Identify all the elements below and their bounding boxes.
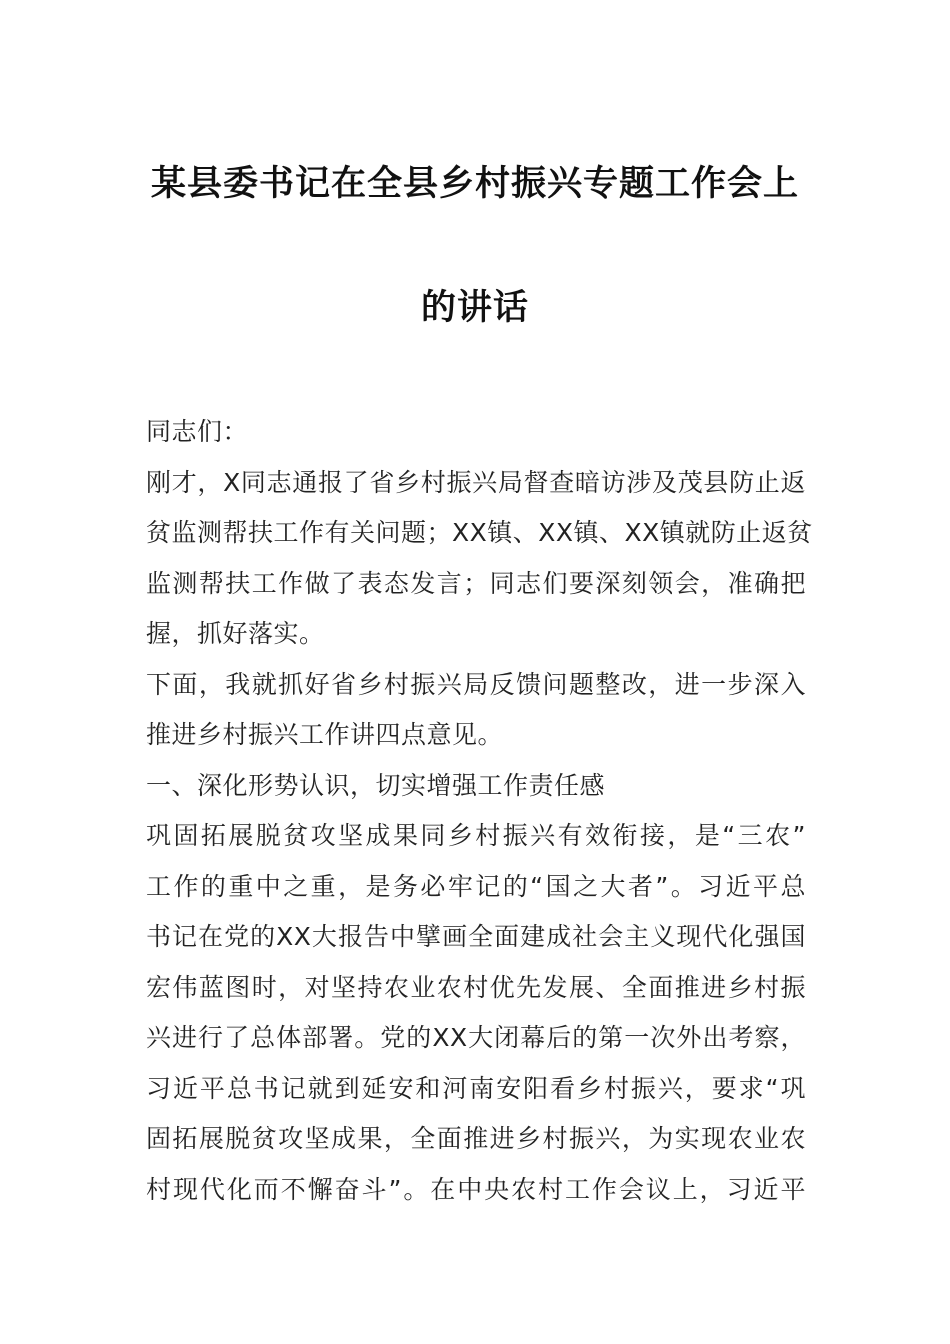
paragraph-line: 贫监测帮扶工作有关问题；XX镇、XX镇、XX镇就防止返贫: [146, 518, 813, 547]
paragraph-line: 握，抓好落实。: [146, 619, 325, 648]
paragraph-line: 刚才，X同志通报了省乡村振兴局督查暗访涉及茂县防止返: [146, 467, 806, 497]
paragraph-line: 巩固拓展脱贫攻坚成果同乡村振兴有效衔接，是“三农”: [146, 821, 806, 850]
paragraph-line: 推进乡村振兴工作讲四点意见。: [146, 720, 504, 749]
paragraph-line: 村现代化而不懈奋斗”。在中央农村工作会议上，习近平: [146, 1174, 806, 1204]
paragraph-line: 固拓展脱贫攻坚成果，全面推进乡村振兴，为实现农业农: [146, 1124, 806, 1153]
document-body: [146, 410, 813, 1218]
paragraph-line: 宏伟蓝图时，对坚持农业农村优先发展、全面推进乡村振: [146, 972, 806, 1002]
salutation-line: 同志们：: [146, 417, 249, 446]
document-title-line-2: 的讲话: [420, 287, 529, 328]
paragraph-line: 监测帮扶工作做了表态发言；同志们要深刻领会，准确把: [146, 568, 806, 598]
section-heading: 一、深化形势认识，切实增强工作责任感: [146, 770, 606, 800]
paragraph-line: 下面，我就抓好省乡村振兴局反馈问题整改，进一步深入: [146, 669, 806, 699]
paragraph-line: 书记在党的XX大报告中擘画全面建成社会主义现代化强国: [146, 922, 806, 951]
paragraph-line: 工作的重中之重，是务必牢记的“国之大者”。习近平总: [146, 871, 806, 901]
document-title-line-1: 某县委书记在全县乡村振兴专题工作会上: [150, 163, 799, 204]
paragraph-line: 兴进行了总体部署。党的XX大闭幕后的第一次外出考察，: [146, 1023, 806, 1052]
paragraph-line: 习近平总书记就到延安和河南安阳看乡村振兴，要求“巩: [146, 1073, 806, 1103]
